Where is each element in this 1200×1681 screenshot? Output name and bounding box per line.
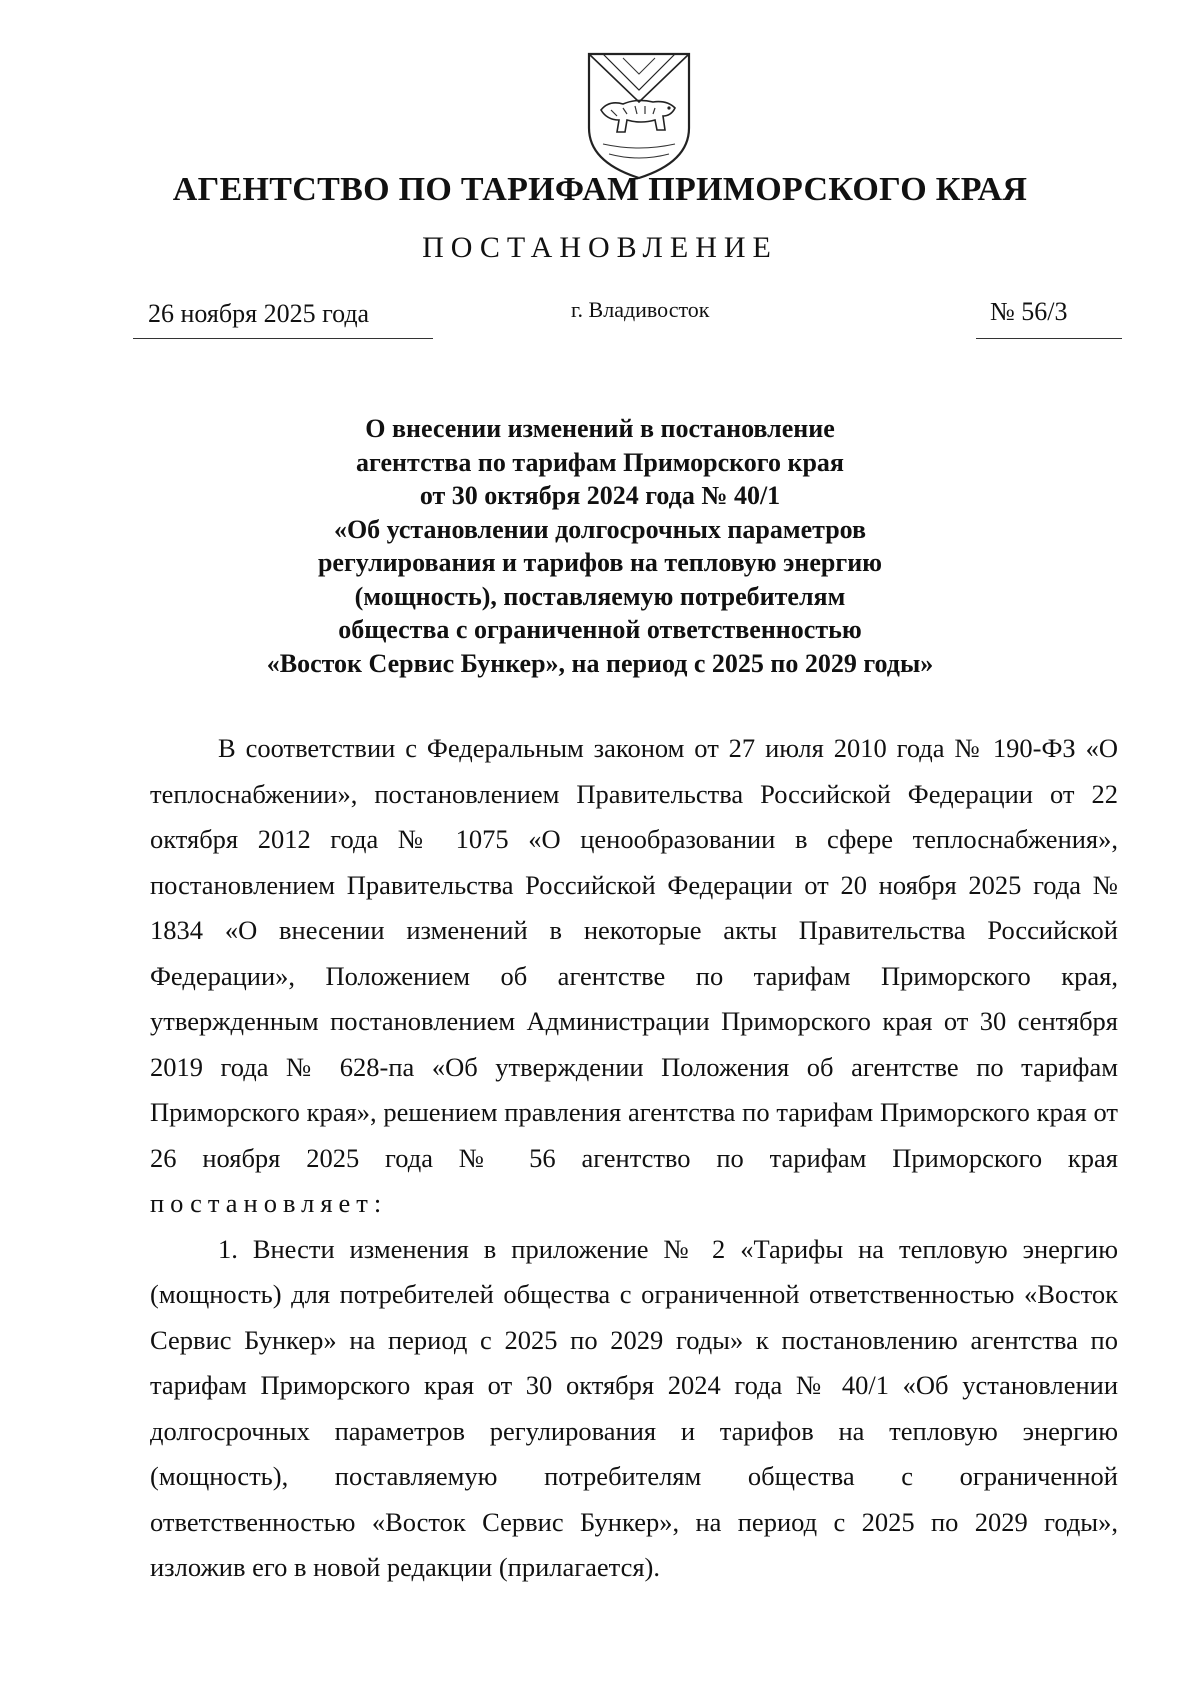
subject-line: регулирования и тарифов на тепловую энергию: [317, 548, 883, 577]
subject-line: (мощность), поставляемую потребителям: [354, 581, 846, 611]
organization-title: АГЕНТСТВО ПО ТАРИФАМ ПРИМОРСКОГО КРАЯ: [172, 171, 1028, 208]
primorsky-krai-coat-of-arms-icon: [583, 50, 695, 182]
document-body: [150, 726, 1118, 1591]
subject-line: от 30 октября 2024 года № 40/1: [419, 481, 781, 510]
document-date: 26 ноября 2025 года: [148, 299, 370, 328]
preamble-paragraph: [150, 726, 1118, 1227]
date-underline: [133, 338, 433, 339]
subject-line: общества с ограниченной ответственностью: [338, 615, 862, 644]
subject-line: «Об установлении долгосрочных параметров: [333, 514, 867, 544]
document-city: г. Владивосток: [571, 297, 710, 322]
document-type-heading: ПОСТАНОВЛЕНИЕ: [422, 231, 778, 264]
document-subject: [0, 412, 1200, 680]
subject-line: агентства по тарифам Приморского края: [356, 447, 844, 477]
resolves-word: постановляет:: [150, 1188, 388, 1218]
item-1-paragraph: 1. Внести изменения в приложение № 2 «Тарифы на тепловую энергию (мощность) для потребителей общества с ограниченной ответственностью «Восток Сервис Бункер» на период с 2025 по 2029 годы» к постановлению агентства по тарифам Приморского края от 30 октября 2024 года № 40/1 «Об установлении долгосрочных параметров регулирования и тарифов на тепловую энергию (мощность), поставляемую потребителям общества с ограниченной ответственностью «Восток Сервис Бункер», на период с 2025 по 2029 годы», изложив его в новой редакции (прилагается).: [150, 1233, 1118, 1582]
preamble-text: В соответствии с Федеральным законом от 27 июля 2010 года № 190-ФЗ «О теплоснабжении», постановлением Правительства Российской Федерации от 22 октября 2012 года № 1075 «О ценообразовании в сфере теплоснабжения», постановлением Правительства Российской Федерации от 20 ноября 2025 года № 1834 «О внесении изменений в некоторые акты Правительства Российской Федерации», Положением об агентстве по тарифам Приморского края, утвержденным постановлением Администрации Приморского края от 30 сентября 2019 года № 628-па «Об утверждении Положения об агентстве по тарифам Приморского края», решением правления агентства по тарифам Приморского края от 26 ноября 2025 года № 56 агентство по тарифам Приморского края: [150, 733, 1118, 1173]
document-number: № 56/3: [990, 297, 1068, 326]
subject-line: О внесении изменений в постановление: [365, 414, 835, 443]
subject-line: «Восток Сервис Бункер», на период с 2025 по 2029 годы»: [266, 648, 934, 678]
number-underline: [976, 338, 1122, 339]
